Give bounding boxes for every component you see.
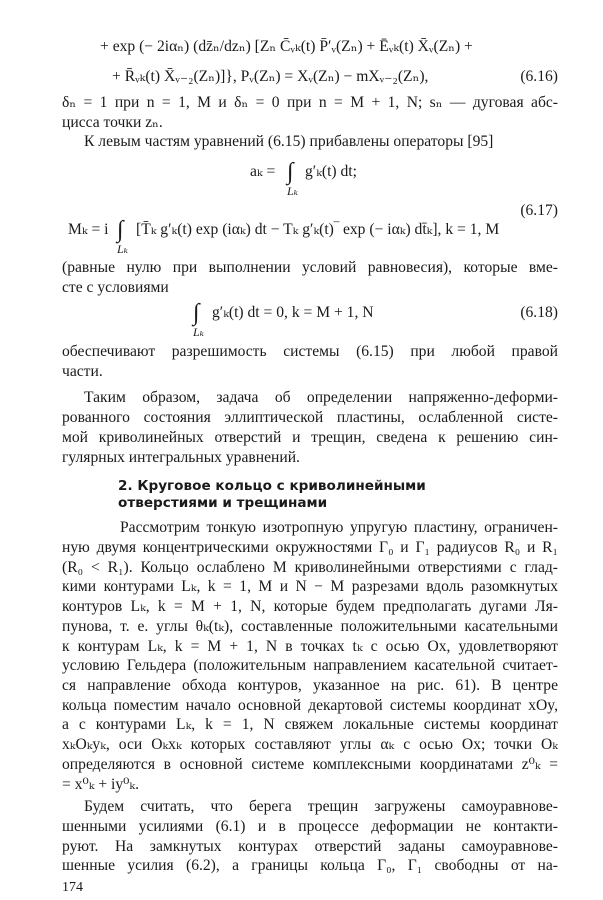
equation-number-6-17: (6.17) — [520, 202, 558, 219]
text-line: определяются в основной системе комплексными координатами z⁰ₖ = — [62, 756, 558, 773]
integral-limit: Lₖ — [193, 325, 205, 339]
integral-sign: ∫ — [193, 300, 200, 326]
text-line: гулярных интегральных уравнений. — [62, 449, 300, 466]
text-line: цисса точки zₙ. — [62, 114, 163, 131]
integral-sign: ∫ — [287, 159, 294, 185]
text-line: рованного состояния эллиптической пластины, ослабленной систе- — [62, 409, 558, 426]
text-line: пунова, т. е. углы θₖ(tₖ), составленные положительными касательными — [62, 618, 558, 635]
text-line: кольца поместим начало основной декартовой системы координат xOy, — [62, 697, 558, 714]
text-line: части. — [62, 363, 103, 380]
text-line: ную двумя концентрическими окружностями Γ₀ и Γ₁ радиусов R₀ и R₁ — [62, 539, 558, 556]
page-number: 174 — [62, 880, 83, 895]
text-line: сте с условиями — [62, 279, 169, 296]
text-line: (равные нулю при выполнении условий равновесия), которые вме- — [62, 259, 558, 276]
text-line: Будем считать, что берега трещин загружены самоуравнове- — [84, 798, 558, 815]
text-line: а с контурами Lₖ, k = 1, N свяжем локальные системы координат — [62, 716, 558, 733]
equation-m-lhs: Mₖ = i — [68, 221, 109, 238]
text-line: К левым частям уравнений (6.15) прибавлены операторы [95] — [84, 133, 494, 150]
text-line: xₖOₖyₖ, оси Oₖxₖ которых составляют углы αₖ с осью Ox; точки Oₖ — [62, 736, 558, 753]
text-line: (R₀ < R₁). Кольцо ослаблено M криволинейными отверстиями с глад- — [62, 559, 558, 576]
text-line: обеспечивают разрешимость системы (6.15) при любой правой — [62, 343, 558, 360]
text-line: шенными усилиями (6.1) и в процессе деформации не контакти- — [62, 818, 558, 835]
text-line: δₙ = 1 при n = 1, M и δₙ = 0 при n = M + 1, N; sₙ — дуговая абс- — [62, 94, 558, 111]
section-heading: отверстиями и трещинами — [118, 495, 328, 511]
text-line: кими контурами Lₖ, k = 1, M и N − M разрезами вдоль разомкнутых — [62, 578, 558, 595]
text-line: мой криволинейных отверстий и трещин, сведена к решению син- — [62, 429, 558, 446]
equation-6-16-line-2: + R̄ᵥₖ(t) X̄ᵥ₋₂(Zₙ)]}, Pᵥ(Zₙ) = Xᵥ(Zₙ) − mXᵥ₋₂(Zₙ), — [112, 68, 429, 85]
text-line: = x⁰ₖ + iy⁰ₖ. — [62, 776, 139, 793]
integral-limit: Lₖ — [287, 184, 299, 198]
integral-sign: ∫ — [117, 217, 124, 243]
text-line: к контурам Lₖ, k = M + 1, N в точках tₖ с осью Ox, удовлетворяют — [62, 638, 558, 655]
equation-6-18-body: g′ₖ(t) dt = 0, k = M + 1, N — [212, 304, 374, 321]
text-line: руют. На замкнутых контурах отверстий заданы самоуравнове- — [62, 838, 558, 855]
text-line: шенные усилия (6.2), а границы кольца Γ₀, Γ₁ свободны от на- — [62, 857, 558, 874]
equation-a-rhs: g′ₖ(t) dt; — [305, 163, 357, 180]
integral-limit: Lₖ — [117, 242, 129, 256]
equation-number-6-18: (6.18) — [520, 304, 558, 321]
text-line: контуров Lₖ, k = M + 1, N, которые будем предполагать дугами Ля- — [62, 598, 558, 615]
equation-a-lhs: aₖ = — [250, 163, 276, 180]
text-line: Рассмотрим тонкую изотропную упругую пластину, ограничен- — [120, 519, 558, 536]
equation-number-6-16: (6.16) — [520, 68, 558, 85]
text-line: ся направление обхода контуров, указанное на рис. 61). В центре — [62, 677, 558, 694]
section-heading: 2. Круговое кольцо с криволинейными — [118, 478, 426, 494]
text-line: Таким образом, задача об определении напряженно-деформи- — [84, 389, 558, 406]
equation-m-rhs: [T̄ₖ g′ₖ(t) exp (iαₖ) dt − Tₖ g′ₖ(t)‾ exp (− iαₖ) dt̄ₖ], k = 1, M — [136, 221, 500, 238]
equation-6-16-line-1: + exp (− 2iαₙ) (dz̄ₙ/dzₙ) [Zₙ C̄ᵥₖ(t) P̄′ᵥ(Zₙ) + Ēᵥₖ(t) X̄ᵥ(Zₙ) + — [100, 38, 473, 55]
text-line: условию Гельдера (положительным направлением касательной считает- — [62, 657, 558, 674]
